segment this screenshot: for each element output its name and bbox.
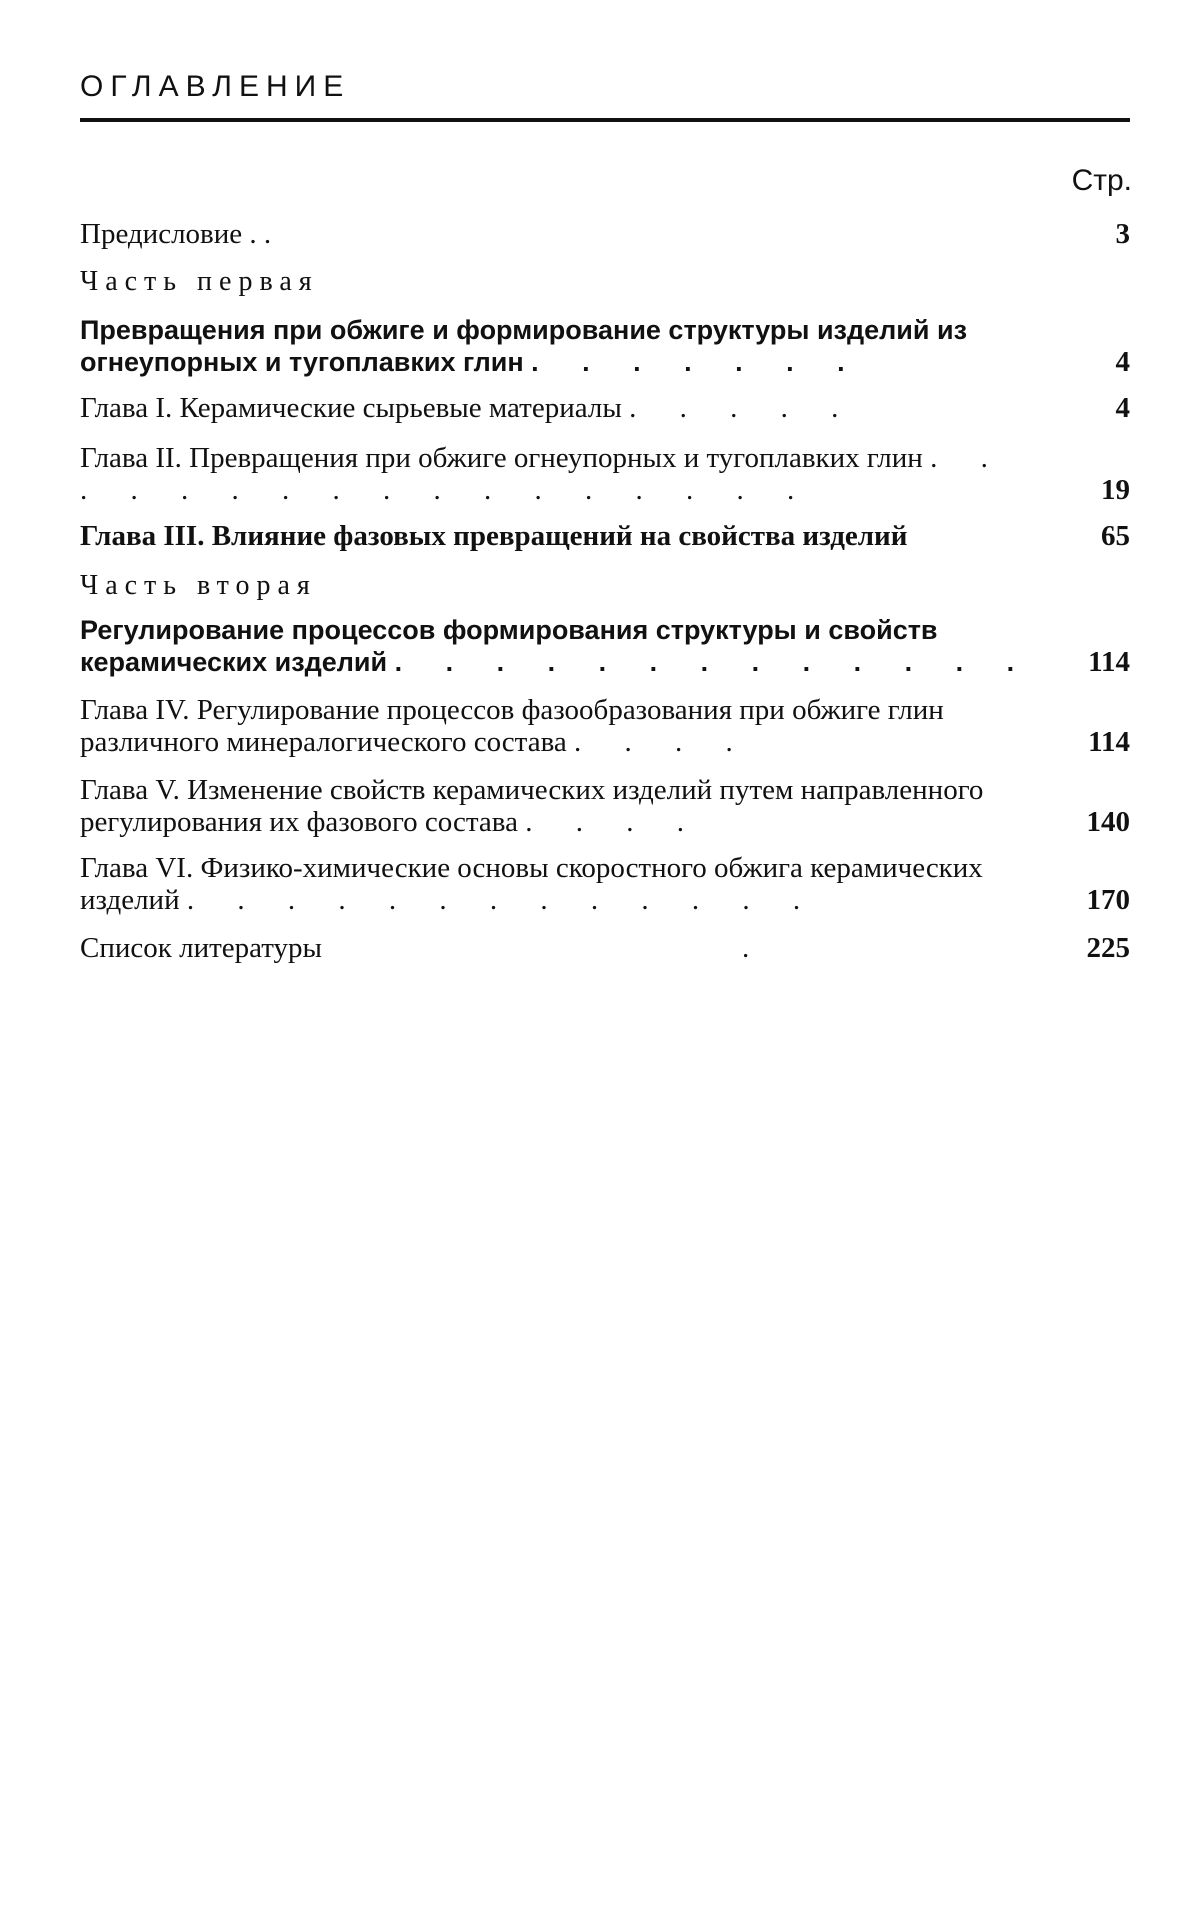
toc-entry-text-wrap (80, 774, 1040, 838)
part-one-label: Часть первая (80, 266, 319, 297)
heading-rule (80, 118, 1130, 122)
toc-entry-dots: . . . . . (629, 392, 857, 424)
toc-entry-chapter-3[interactable] (80, 520, 1130, 552)
toc-entry-chapter-1[interactable] (80, 392, 1130, 424)
toc-entry-text: Глава IV. Регулирование процессов фазообразования при обжиге глин различного минералогического состава (80, 694, 944, 758)
toc-entry-text-wrap (80, 932, 1040, 964)
toc-entry-page: 114 (1088, 726, 1130, 758)
toc-entry-dots: . . . . . . . . . . . . . (394, 647, 1033, 677)
toc-heading: ОГЛАВЛЕНИЕ (80, 70, 351, 103)
toc-entry-text-wrap (80, 852, 1040, 916)
toc-entry-text: Глава I. Керамические сырьевые материалы (80, 392, 622, 424)
toc-entry-preface[interactable] (80, 218, 1130, 250)
toc-entry-text: Глава III. Влияние фазовых превращений на свойства изделий (80, 520, 908, 552)
toc-entry-dots: . (742, 932, 750, 964)
toc-entry-page: 114 (1088, 646, 1130, 678)
toc-entry-page: 19 (1101, 474, 1130, 506)
toc-entry-page: 3 (1115, 218, 1130, 250)
toc-entry-dots: . . . . . . . (531, 347, 863, 377)
toc-entry-text-wrap (80, 694, 1040, 758)
toc-entry-chapter-5[interactable] (80, 774, 1130, 838)
toc-entry-text: Список литературы (80, 932, 323, 964)
toc-entry-dots: . . . . . . . . . . . . . . . . . (80, 442, 1006, 506)
toc-entry-part-two[interactable] (80, 614, 1130, 678)
toc-entry-page: 225 (1086, 932, 1130, 964)
toc-entry-page: 65 (1101, 520, 1130, 552)
toc-entry-text-wrap (80, 442, 1040, 506)
toc-entry-page: 170 (1086, 884, 1130, 916)
toc-entry-text: Превращения при обжиге и формирование структуры изделий из огнеупорных и тугоплавких глин (80, 315, 967, 377)
toc-entry-part-one[interactable] (80, 314, 1130, 378)
toc-entry-chapter-6[interactable] (80, 852, 1130, 916)
toc-entry-chapter-4[interactable] (80, 694, 1130, 758)
toc-entry-dots: . . . . . . . . . . . . . (186, 884, 819, 916)
toc-entry-text: Глава II. Превращения при обжиге огнеупорных и тугоплавких глин (80, 442, 923, 474)
toc-entry-text: Предисловие . . (80, 218, 272, 250)
toc-entry-text: Регулирование процессов формирования структуры и свойств керамических изделий (80, 615, 938, 677)
toc-entry-page: 4 (1115, 346, 1130, 378)
toc-entry-chapter-2[interactable] (80, 442, 1130, 506)
toc-entry-page: 140 (1086, 806, 1130, 838)
page-column-label: Стр. (1071, 164, 1132, 197)
part-two-label: Часть вторая (80, 570, 317, 601)
toc-entry-text-wrap (80, 314, 1040, 378)
toc-entry-page: 4 (1115, 392, 1130, 424)
toc-entry-text-wrap (80, 392, 1040, 424)
toc-entry-bibliography[interactable] (80, 932, 1130, 964)
toc-entry-dots: . . . . (574, 726, 751, 758)
toc-page (80, 0, 1130, 1921)
toc-entry-text: Глава VI. Физико-химические основы скоростного обжига керамических изделий (80, 852, 983, 916)
toc-entry-text: Глава V. Изменение свойств керамических изделий путем направленного регулирования их фазового состава (80, 774, 984, 838)
toc-entry-dots: . . . . (525, 806, 702, 838)
toc-entry-text-wrap (80, 614, 1040, 678)
